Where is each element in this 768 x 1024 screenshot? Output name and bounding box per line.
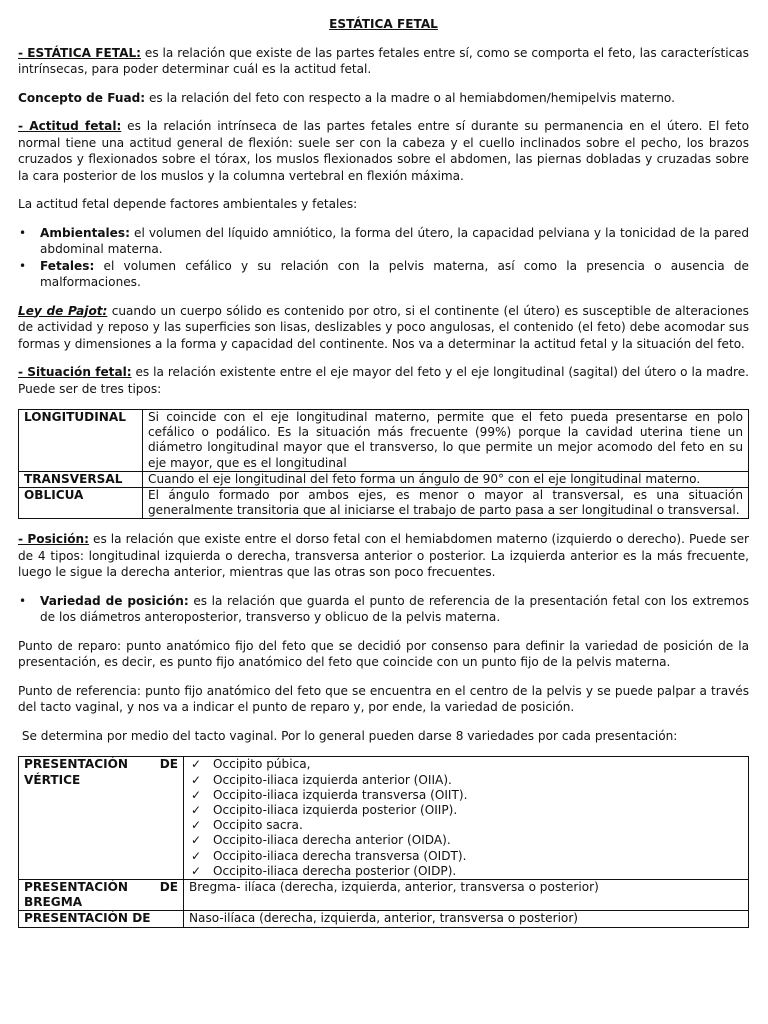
paragraph-text: es la relación que existe entre el dorso fetal con el hemiabdomen materno (izquierdo o derecho). Puede ser de 4 tipos: longitudinal izquierda o derecha, transversa anterior o posterior. La izquierda anterior es la más frecuente, luego le sigue la derecha anterior, mientras que las otras son poco frecuentes. — [18, 532, 749, 580]
item-text: el volumen cefálico y su relación con la pelvis materna, así como la presencia o ausencia de malformaciones. — [40, 258, 749, 289]
checkmark-icon: ✓ — [191, 803, 202, 818]
estatica-fetal-paragraph — [18, 45, 749, 78]
item-label: Fetales: — [40, 258, 95, 273]
document-title: ESTÁTICA FETAL — [329, 17, 438, 31]
item-text: Occipito-iliaca derecha anterior (OIDA). — [213, 833, 451, 848]
checkmark-icon: ✓ — [191, 757, 202, 772]
list-item — [189, 773, 743, 788]
paragraph-text: es la relación que existe de las partes fetales entre sí, como se comporta el feto, las características intrínsecas, para poder determinar cuál es la actitud fetal. — [18, 45, 749, 76]
list-item — [189, 757, 743, 772]
ley-de-pajot-paragraph — [18, 303, 749, 353]
paragraph-label: - Situación fetal: — [18, 365, 132, 379]
table-cell-type: LONGITUDINAL — [19, 410, 143, 472]
list-item — [189, 788, 743, 803]
table-cell-description: Cuando el eje longitudinal del feto forma un ángulo de 90° con el eje longitudinal materno. — [143, 471, 749, 487]
table-cell-presentation: PRESENTACIÓN DE BREGMA — [19, 880, 184, 911]
punto-de-reparo-paragraph: Punto de reparo: punto anatómico fijo del feto que se decidió por consenso para definir la variedad de posición de la presentación, es decir, es punto fijo anatómico del feto que coincide con un punto fijo de la pelvis materna. — [18, 638, 749, 670]
posicion-paragraph — [18, 531, 749, 581]
situacion-fetal-paragraph — [18, 364, 749, 397]
paragraph-label: Ley de Pajot: — [18, 303, 108, 318]
document-page — [18, 14, 749, 940]
item-text: Occipito-iliaca izquierda anterior (OIIA). — [213, 772, 452, 787]
table-row — [19, 488, 749, 519]
item-text: el volumen del líquido amniótico, la forma del útero, la capacidad pelviana y la tonicidad de la pared abdominal materna. — [40, 225, 749, 256]
vertex-varieties-list — [189, 757, 743, 879]
bullet-icon: • — [19, 225, 27, 240]
item-text: Occipito púbica, — [213, 757, 311, 772]
table-cell-type: OBLICUA — [19, 488, 143, 519]
table-row — [19, 757, 749, 880]
list-item — [189, 849, 743, 864]
punto-de-referencia-paragraph: Punto de referencia: punto fijo anatómico del feto que se encuentra en el centro de la pelvis y se puede palpar a través del tacto vaginal, y nos va a indicar el punto de reparo y, por ende, la variedad de posición. — [18, 683, 749, 715]
item-text: Occipito sacra. — [213, 818, 303, 833]
table-row — [19, 880, 749, 911]
table-cell-presentation: PRESENTACIÓN DE VÉRTICE — [19, 757, 184, 880]
situation-table — [18, 409, 749, 519]
table-cell-description: El ángulo formado por ambos ejes, es menor o mayor al transversal, es una situación generalmente transitoria que al iniciarse el trabajo de parto pasa a ser longitudinal o transversal. — [143, 488, 749, 519]
paragraph-text: cuando un cuerpo sólido es contenido por otro, si el continente (el útero) es susceptible de alteraciones de actividad y reposo y las superficies son lisas, deslizables y poco angulosas, el contenido (el feto) debe acomodar sus formas y dimensiones a la forma y capacidad del continente. Nos va a determinar la actitud fetal y la situación del feto. — [18, 303, 749, 351]
paragraph-label: - ESTÁTICA FETAL: — [18, 45, 141, 60]
table-cell-varieties: Naso-ilíaca (derecha, izquierda, anterior, transversa o posterior) — [184, 911, 749, 927]
variety-list — [18, 593, 749, 626]
checkmark-icon: ✓ — [191, 818, 202, 833]
item-text: Occipito-iliaca izquierda posterior (OIIP). — [213, 803, 458, 818]
checkmark-icon: ✓ — [191, 863, 202, 878]
item-label: Ambientales: — [40, 225, 130, 240]
table-row — [19, 410, 749, 472]
checkmark-icon: ✓ — [191, 787, 202, 802]
paragraph-text: es la relación intrínseca de las partes fetales entre sí durante su permanencia en el útero. El feto normal tiene una actitud general de flexión: suele ser con la cabeza y el cuello inclinados sobre el pecho, los brazos cruzados y flexionados sobre el tórax, los muslos flexionados sobre el abdomen, las piernas dobladas y cruzadas sobre la cara posterior de los muslos y la columna vertebral en flexión máxima. — [18, 119, 749, 183]
list-item — [189, 818, 743, 833]
item-text: Occipito-iliaca derecha posterior (OIDP). — [213, 863, 457, 878]
list-item — [18, 258, 749, 291]
bullet-icon: • — [19, 593, 27, 608]
list-item — [189, 864, 743, 879]
paragraph-label: - Actitud fetal: — [18, 119, 122, 133]
paragraph-label: Concepto de Fuad: — [18, 90, 146, 105]
list-item — [18, 593, 749, 626]
checkmark-icon: ✓ — [191, 848, 202, 863]
bullet-icon: • — [19, 258, 27, 273]
item-text: es la relación que guarda el punto de referencia de la presentación fetal con los extremos de los diámetros anteroposterior, transverso y oblicuo de la pelvis materna. — [40, 593, 749, 625]
table-cell-description: Si coincide con el eje longitudinal materno, permite que el feto pueda presentarse en polo cefálico o podálico. Es la situación más frecuente (99%) porque la cavidad uterina tiene un diámetro longitudinal mayor que el transverso, lo que permite un mejor acomodo del feto en su eje mayor, que es el longitudinal — [143, 410, 749, 472]
list-item — [189, 833, 743, 848]
item-text: Occipito-iliaca izquierda transversa (OIIT). — [213, 787, 468, 802]
table-row — [19, 471, 749, 487]
item-label: Variedad de posición: — [40, 593, 189, 608]
table-cell-type: TRANSVERSAL — [19, 471, 143, 487]
presentation-table — [18, 756, 749, 927]
fuad-paragraph — [18, 90, 749, 107]
tacto-vaginal-paragraph: Se determina por medio del tacto vaginal. Por lo general pueden darse 8 variedades por cada presentación: — [18, 728, 678, 743]
factors-list — [18, 225, 749, 291]
paragraph-text: es la relación del feto con respecto a la madre o al hemiabdomen/hemipelvis materno. — [145, 90, 675, 105]
list-item — [189, 803, 743, 818]
factors-intro: La actitud fetal depende factores ambientales y fetales: — [18, 197, 358, 211]
actitud-fetal-paragraph — [18, 118, 749, 184]
checkmark-icon: ✓ — [191, 833, 202, 848]
list-item — [18, 225, 749, 258]
checkmark-icon: ✓ — [191, 772, 202, 787]
paragraph-label: - Posición: — [18, 532, 89, 547]
paragraph-text: es la relación existente entre el eje mayor del feto y el eje longitudinal (sagital) del útero o la madre. Puede ser de tres tipos: — [18, 365, 750, 396]
item-text: Occipito-iliaca derecha transversa (OIDT). — [213, 848, 467, 863]
table-cell-varieties: Bregma- ilíaca (derecha, izquierda, anterior, transversa o posterior) — [184, 880, 749, 911]
table-cell-presentation: PRESENTACIÓN DE — [19, 911, 184, 927]
table-row — [19, 911, 749, 927]
table-cell-varieties — [184, 757, 749, 880]
